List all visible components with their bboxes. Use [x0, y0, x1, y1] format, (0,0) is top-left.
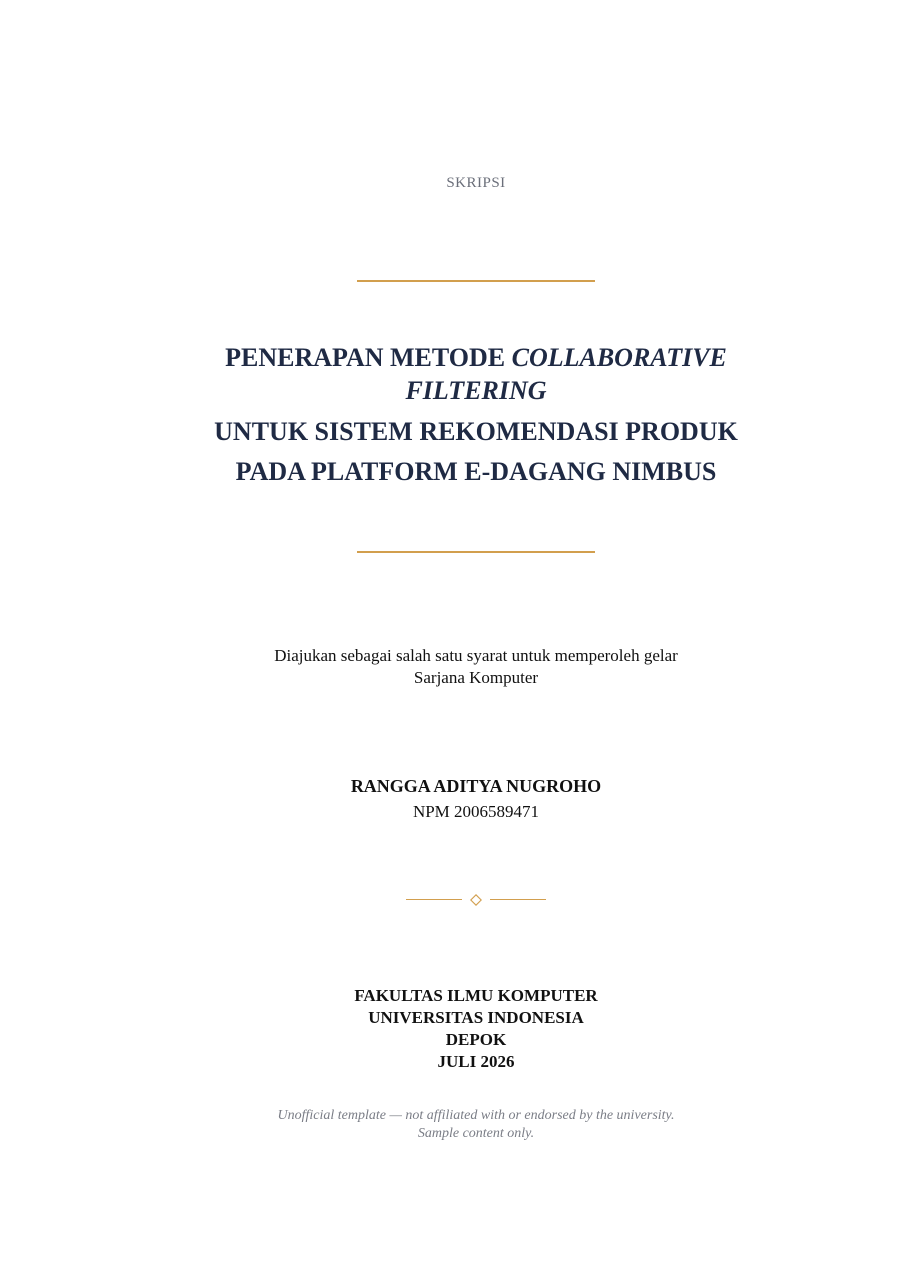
title-line-1	[206, 341, 746, 407]
student-id: NPM 2006589471	[412, 802, 540, 821]
title-prefix: PENERAPAN METODE	[225, 343, 512, 372]
submission-line-1: Diajukan sebagai salah satu syarat untuk memperoleh gelar	[274, 646, 678, 665]
title-italic-term: COLLABORATIVE FILTERING	[405, 343, 727, 405]
submission-statement	[0, 645, 910, 689]
thesis-title	[0, 341, 910, 492]
disclaimer-note	[0, 1107, 910, 1143]
diamond-ornament-icon	[406, 891, 546, 909]
ornament-line-left	[406, 899, 462, 900]
city-name: DEPOK	[445, 1030, 507, 1049]
submission-date: JULI 2026	[437, 1052, 515, 1071]
bottom-divider	[357, 551, 595, 553]
faculty-name: FAKULTAS ILMU KOMPUTER	[354, 986, 598, 1005]
title-line-3: PADA PLATFORM E-DAGANG NIMBUS	[235, 457, 717, 486]
author-name: RANGGA ADITYA NUGROHO	[350, 776, 602, 796]
title-line-2: UNTUK SISTEM REKOMENDASI PRODUK	[214, 417, 738, 446]
university-name: UNIVERSITAS INDONESIA	[368, 1008, 584, 1027]
institution-block	[0, 985, 910, 1073]
disclaimer-line-2: Sample content only.	[417, 1126, 535, 1141]
degree-name: Sarjana Komputer	[413, 668, 539, 687]
ornament-line-right	[490, 899, 546, 900]
disclaimer-line-1: Unofficial template — not affiliated with or endorsed by the university.	[277, 1108, 675, 1123]
diamond-icon	[470, 894, 482, 906]
document-type: SKRIPSI	[446, 175, 506, 191]
top-divider	[357, 280, 595, 282]
